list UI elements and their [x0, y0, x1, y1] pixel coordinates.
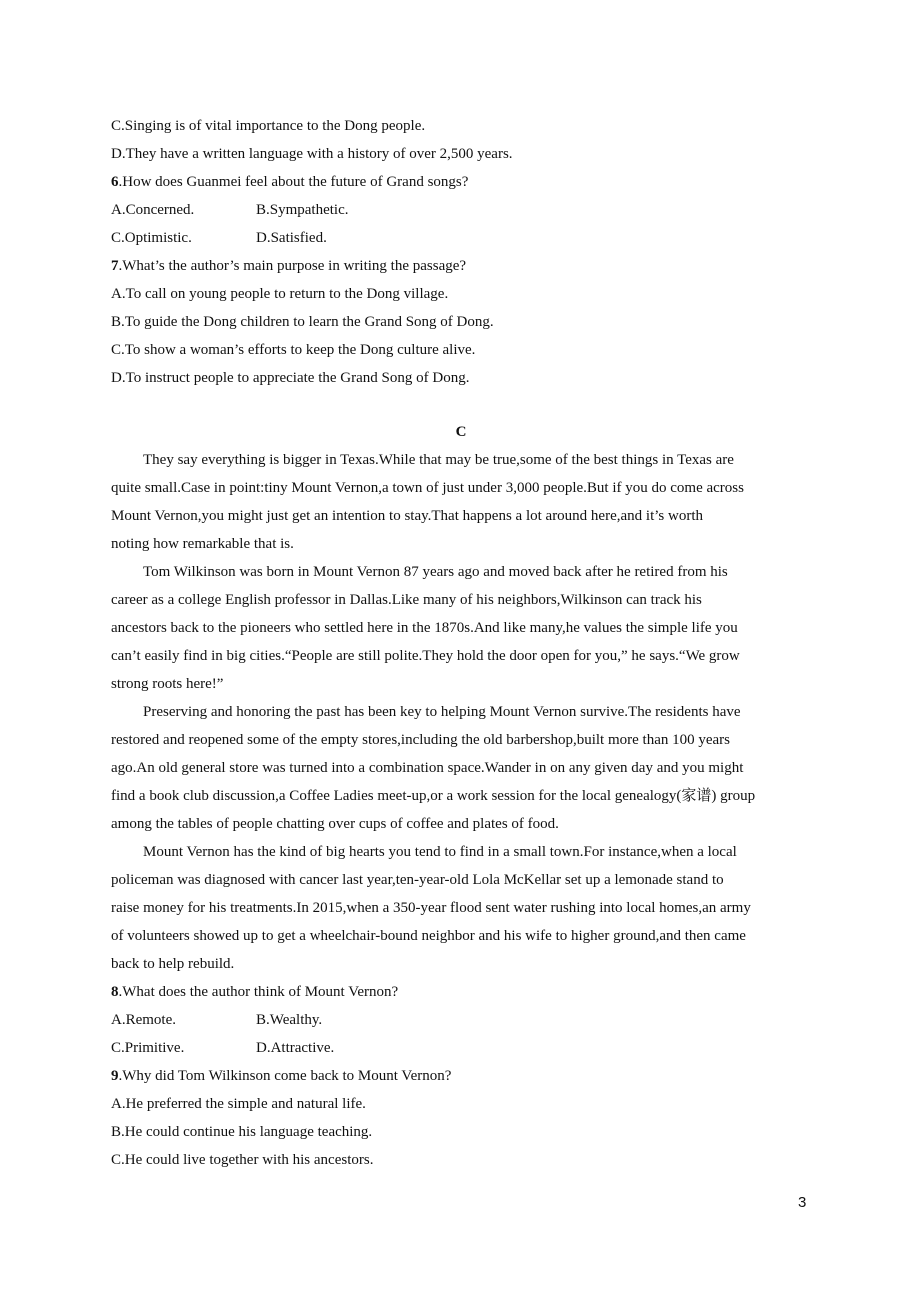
q7-option-a: A.To call on young people to return to the Dong village.	[111, 286, 449, 302]
paragraph-line: raise money for his treatments.In 2015,when a 350-year flood sent water rushing into local homes,an army	[111, 900, 751, 916]
q6-option-b: B.Sympathetic.	[256, 202, 349, 218]
q7-option-c: C.To show a woman’s efforts to keep the Dong culture alive.	[111, 342, 476, 358]
q7-option-d: D.To instruct people to appreciate the Grand Song of Dong.	[111, 370, 470, 386]
paragraph-line: quite small.Case in point:tiny Mount Vernon,a town of just under 3,000 people.But if you do come across	[111, 480, 744, 496]
q6-option-a: A.Concerned.	[111, 202, 195, 218]
paragraph-line: strong roots here!”	[111, 676, 224, 692]
section-heading: C	[455, 424, 467, 440]
paragraph-line: They say everything is bigger in Texas.While that may be true,some of the best things in Texas are	[143, 452, 734, 468]
questions-5-7	[111, 112, 811, 392]
q8-number: 8	[111, 984, 119, 1000]
paragraph-1	[111, 446, 811, 558]
q9-text: .Why did Tom Wilkinson come back to Mount Vernon?	[118, 1068, 452, 1084]
paragraph-4	[111, 838, 811, 978]
q7-option-b: B.To guide the Dong children to learn the Grand Song of Dong.	[111, 314, 494, 330]
paragraph-line: can’t easily find in big cities.“People are still polite.They hold the door open for you,” he says.“We grow	[111, 648, 740, 664]
q7-number: 7	[111, 258, 119, 274]
q8-options-cd	[111, 1034, 811, 1062]
paragraph-line: ago.An old general store was turned into a combination space.Wander in on any given day and you might	[111, 760, 744, 776]
q6-stem	[111, 168, 811, 196]
q9-option-b: B.He could continue his language teaching.	[111, 1124, 373, 1140]
q9-stem	[111, 1062, 811, 1090]
paragraph-line: Mount Vernon has the kind of big hearts you tend to find in a small town.For instance,when a local	[143, 844, 737, 860]
paragraph-line: ancestors back to the pioneers who settled here in the 1870s.And like many,he values the simple life you	[111, 620, 738, 636]
q7-text: .What’s the author’s main purpose in writing the passage?	[118, 258, 467, 274]
q8-option-c: C.Primitive.	[111, 1040, 185, 1056]
paragraph-line: career as a college English professor in Dallas.Like many of his neighbors,Wilkinson can track his	[111, 592, 702, 608]
paragraph-line: policeman was diagnosed with cancer last year,ten-year-old Lola McKellar set up a lemonade stand to	[111, 872, 724, 888]
q7-stem	[111, 252, 811, 280]
paragraph-line: find a book club discussion,a Coffee Ladies meet-up,or a work session for the local genealogy(家谱) group	[111, 788, 756, 804]
q9-option-c: C.He could live together with his ancestors.	[111, 1152, 374, 1168]
q8-option-d: D.Attractive.	[256, 1040, 335, 1056]
q8-stem	[111, 978, 811, 1006]
q8-options-ab	[111, 1006, 811, 1034]
q6-number: 6	[111, 174, 119, 190]
paragraph-line: Mount Vernon,you might just get an intention to stay.That happens a lot around here,and it’s worth	[111, 508, 703, 524]
q6-options-ab	[111, 196, 811, 224]
paragraph-line: noting how remarkable that is.	[111, 536, 294, 552]
q6-option-d: D.Satisfied.	[256, 230, 327, 246]
q9-number: 9	[111, 1068, 119, 1084]
q6-options-cd	[111, 224, 811, 252]
q6-option-c: C.Optimistic.	[111, 230, 192, 246]
paragraph-3	[111, 698, 811, 838]
paragraph-line: among the tables of people chatting over cups of coffee and plates of food.	[111, 816, 559, 832]
q9-option-a: A.He preferred the simple and natural life.	[111, 1096, 366, 1112]
paragraph-line: Preserving and honoring the past has been key to helping Mount Vernon survive.The residents have	[143, 704, 741, 720]
paragraph-line: of volunteers showed up to get a wheelchair-bound neighbor and his wife to higher ground,and then came	[111, 928, 746, 944]
q6-text: .How does Guanmei feel about the future of Grand songs?	[118, 174, 469, 190]
paragraph-line: restored and reopened some of the empty stores,including the old barbershop,built more than 100 years	[111, 732, 730, 748]
section-c	[111, 418, 811, 1174]
q8-text: .What does the author think of Mount Vernon?	[118, 984, 399, 1000]
q8-option-b: B.Wealthy.	[256, 1012, 323, 1028]
page-number: 3	[798, 1194, 807, 1211]
paragraph-line: Tom Wilkinson was born in Mount Vernon 87 years ago and moved back after he retired from his	[143, 564, 728, 580]
q5-option-c: C.Singing is of vital importance to the Dong people.	[111, 118, 426, 134]
paragraph-line: back to help rebuild.	[111, 956, 235, 972]
paragraph-2	[111, 558, 811, 698]
q5-option-d: D.They have a written language with a history of over 2,500 years.	[111, 146, 513, 162]
q8-option-a: A.Remote.	[111, 1012, 176, 1028]
